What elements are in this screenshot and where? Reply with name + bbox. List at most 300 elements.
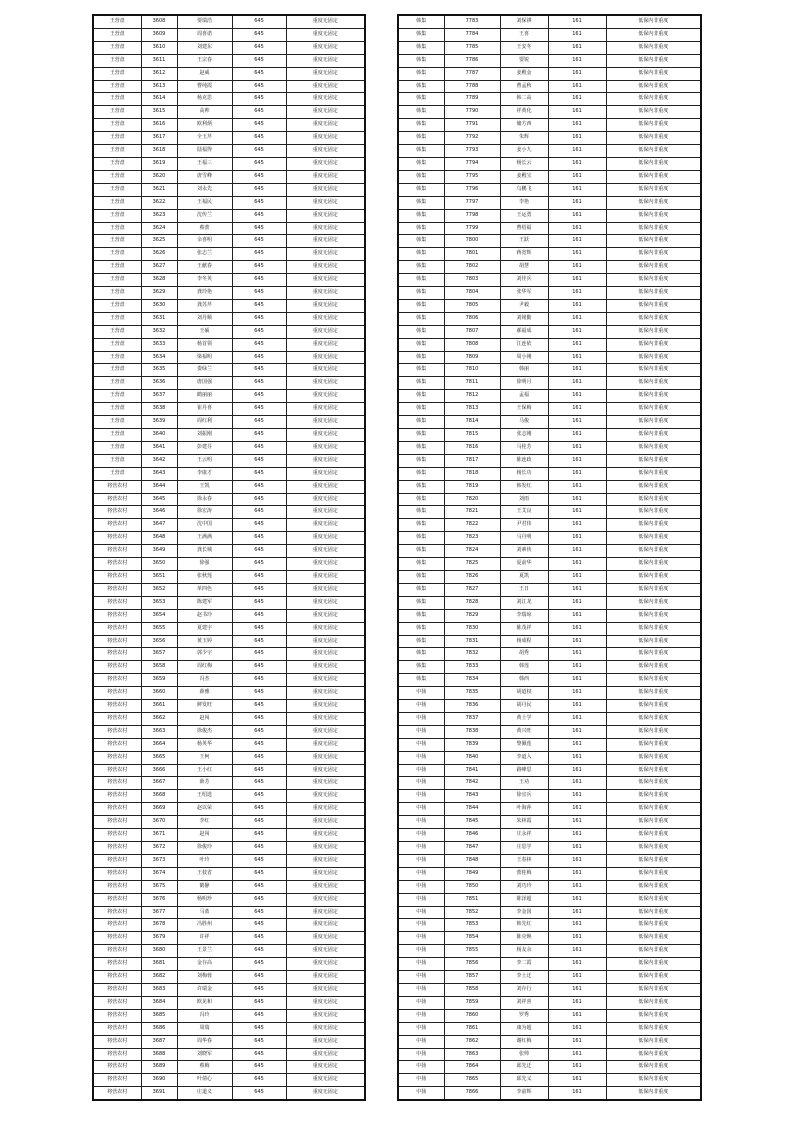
- table-row: [398, 506, 701, 519]
- cell-amount: 161: [548, 54, 606, 67]
- table-row: [93, 299, 365, 312]
- table-row: [93, 932, 365, 945]
- cell-name: 徐强: [177, 558, 232, 571]
- cell-category: 低保内非重度: [606, 790, 701, 803]
- cell-amount: 161: [548, 906, 606, 919]
- cell-name: 马桂芳: [500, 441, 548, 454]
- cell-name: 陈克焕: [500, 932, 548, 945]
- cell-name: 许祥: [177, 932, 232, 945]
- cell-name: 王艾良: [500, 506, 548, 519]
- cell-category: 低保内非重度: [606, 390, 701, 403]
- table-row: [93, 958, 365, 971]
- cell-id: 3647: [141, 519, 177, 532]
- cell-amount: 161: [548, 1022, 606, 1035]
- cell-name: 马俊: [500, 416, 548, 429]
- cell-id: 3691: [141, 1087, 177, 1100]
- cell-name: 康为超: [500, 1022, 548, 1035]
- cell-category: 低保内非重度: [606, 1009, 701, 1022]
- cell-town: 将营农村: [93, 519, 141, 532]
- cell-id: 3640: [141, 429, 177, 442]
- cell-name: 邱先义: [500, 1074, 548, 1087]
- cell-category: 重度无固定: [286, 132, 365, 145]
- cell-town: 王营盘: [93, 106, 141, 119]
- cell-town: 王营盘: [93, 235, 141, 248]
- cell-amount: 161: [548, 196, 606, 209]
- cell-town: 王营盘: [93, 157, 141, 170]
- table-row: [398, 996, 701, 1009]
- table-row: [93, 867, 365, 880]
- table-row: [93, 854, 365, 867]
- cell-amount: 645: [232, 829, 286, 842]
- cell-name: 蔡梅: [177, 1061, 232, 1074]
- cell-amount: 161: [548, 996, 606, 1009]
- cell-town: 韩集: [398, 80, 444, 93]
- cell-amount: 161: [548, 41, 606, 54]
- table-row: [398, 635, 701, 648]
- cell-town: 王营盘: [93, 325, 141, 338]
- cell-amount: 645: [232, 67, 286, 80]
- cell-id: 3654: [141, 609, 177, 622]
- table-row: [93, 635, 365, 648]
- cell-id: 7860: [444, 1009, 500, 1022]
- cell-amount: 645: [232, 1087, 286, 1100]
- cell-category: 低保内非重度: [606, 519, 701, 532]
- cell-category: 低保内非重度: [606, 467, 701, 480]
- cell-id: 7821: [444, 506, 500, 519]
- cell-name: 赵书玲: [177, 609, 232, 622]
- table-row: [398, 983, 701, 996]
- cell-category: 重度无固定: [286, 519, 365, 532]
- cell-name: 龚苏芹: [177, 299, 232, 312]
- cell-name: 要锐: [500, 54, 548, 67]
- cell-town: 韩集: [398, 596, 444, 609]
- cell-category: 低保内非重度: [606, 429, 701, 442]
- cell-amount: 161: [548, 325, 606, 338]
- table-row: [93, 132, 365, 145]
- cell-category: 低保内非重度: [606, 816, 701, 829]
- cell-amount: 645: [232, 558, 286, 571]
- cell-id: 3667: [141, 777, 177, 790]
- cell-town: 将营农村: [93, 803, 141, 816]
- table-row: [93, 467, 365, 480]
- cell-id: 3636: [141, 377, 177, 390]
- cell-amount: 161: [548, 842, 606, 855]
- cell-id: 3675: [141, 880, 177, 893]
- cell-id: 7839: [444, 738, 500, 751]
- table-row: [93, 235, 365, 248]
- cell-name: 夏建宇: [177, 622, 232, 635]
- cell-amount: 161: [548, 983, 606, 996]
- cell-category: 重度无固定: [286, 364, 365, 377]
- table-row: [398, 235, 701, 248]
- cell-id: 7785: [444, 41, 500, 54]
- cell-amount: 645: [232, 519, 286, 532]
- table-row: [398, 609, 701, 622]
- cell-amount: 161: [548, 1048, 606, 1061]
- cell-amount: 161: [548, 648, 606, 661]
- cell-town: 韩集: [398, 583, 444, 596]
- cell-town: 韩集: [398, 209, 444, 222]
- cell-town: 中扬: [398, 842, 444, 855]
- cell-town: 韩集: [398, 661, 444, 674]
- cell-amount: 161: [548, 971, 606, 984]
- cell-town: 将营农村: [93, 674, 141, 687]
- cell-amount: 161: [548, 235, 606, 248]
- cell-name: 许瑞金: [177, 983, 232, 996]
- cell-name: 欧见和: [177, 996, 232, 1009]
- cell-id: 7813: [444, 403, 500, 416]
- cell-name: 刘江龙: [500, 596, 548, 609]
- cell-amount: 161: [548, 932, 606, 945]
- cell-category: 低保内非重度: [606, 971, 701, 984]
- cell-town: 中扬: [398, 687, 444, 700]
- cell-name: 王枝省: [177, 867, 232, 880]
- cell-town: 中扬: [398, 777, 444, 790]
- cell-town: 韩集: [398, 287, 444, 300]
- cell-name: 马丹明: [500, 532, 548, 545]
- cell-id: 7837: [444, 712, 500, 725]
- cell-category: 重度无固定: [286, 596, 365, 609]
- cell-town: 将营农村: [93, 1048, 141, 1061]
- cell-category: 重度无固定: [286, 1048, 365, 1061]
- cell-name: 王云明: [177, 454, 232, 467]
- cell-category: 重度无固定: [286, 971, 365, 984]
- cell-amount: 161: [548, 106, 606, 119]
- cell-category: 重度无固定: [286, 1035, 365, 1048]
- cell-name: 龚长城: [177, 545, 232, 558]
- cell-id: 7858: [444, 983, 500, 996]
- cell-id: 7861: [444, 1022, 500, 1035]
- cell-name: 姜殿金: [500, 67, 548, 80]
- cell-name: 蒋宽辉: [500, 248, 548, 261]
- cell-id: 3623: [141, 209, 177, 222]
- cell-category: 低保内非重度: [606, 829, 701, 842]
- cell-amount: 645: [232, 119, 286, 132]
- cell-town: 王营盘: [93, 441, 141, 454]
- cell-id: 7790: [444, 106, 500, 119]
- cell-name: 王跃: [500, 235, 548, 248]
- table-row: [93, 803, 365, 816]
- cell-amount: 161: [548, 558, 606, 571]
- cell-id: 3639: [141, 416, 177, 429]
- cell-category: 低保内非重度: [606, 738, 701, 751]
- table-row: [93, 493, 365, 506]
- cell-town: 中扬: [398, 1087, 444, 1100]
- cell-category: 重度无固定: [286, 506, 365, 519]
- cell-name: 姜小九: [500, 145, 548, 158]
- cell-category: 低保内非重度: [606, 364, 701, 377]
- cell-town: 王营盘: [93, 145, 141, 158]
- cell-name: 蔡蕾: [177, 222, 232, 235]
- cell-name: 陈建军: [177, 596, 232, 609]
- cell-town: 韩集: [398, 648, 444, 661]
- table-row: [93, 996, 365, 1009]
- cell-category: 低保内非重度: [606, 222, 701, 235]
- cell-id: 3678: [141, 919, 177, 932]
- cell-town: 韩集: [398, 609, 444, 622]
- cell-amount: 645: [232, 196, 286, 209]
- cell-town: 韩集: [398, 312, 444, 325]
- cell-amount: 161: [548, 441, 606, 454]
- cell-town: 韩集: [398, 338, 444, 351]
- cell-amount: 645: [232, 570, 286, 583]
- cell-id: 3615: [141, 106, 177, 119]
- cell-amount: 645: [232, 648, 286, 661]
- cell-category: 重度无固定: [286, 764, 365, 777]
- cell-amount: 161: [548, 880, 606, 893]
- cell-town: 王营盘: [93, 274, 141, 287]
- cell-amount: 161: [548, 945, 606, 958]
- cell-amount: 645: [232, 945, 286, 958]
- cell-amount: 161: [548, 209, 606, 222]
- cell-amount: 161: [548, 687, 606, 700]
- cell-category: 重度无固定: [286, 906, 365, 919]
- cell-id: 3634: [141, 351, 177, 364]
- cell-name: 刘巧玲: [500, 880, 548, 893]
- cell-category: 重度无固定: [286, 945, 365, 958]
- cell-id: 7856: [444, 958, 500, 971]
- cell-town: 将营农村: [93, 635, 141, 648]
- table-row: [398, 41, 701, 54]
- table-row: [398, 145, 701, 158]
- cell-name: 黄士学: [500, 712, 548, 725]
- cell-name: 乌鹏飞: [500, 183, 548, 196]
- cell-amount: 161: [548, 480, 606, 493]
- table-row: [93, 880, 365, 893]
- table-row: [398, 712, 701, 725]
- cell-id: 3655: [141, 622, 177, 635]
- cell-name: 全玉芹: [177, 132, 232, 145]
- cell-category: 重度无固定: [286, 919, 365, 932]
- cell-category: 低保内非重度: [606, 41, 701, 54]
- cell-category: 低保内非重度: [606, 906, 701, 919]
- cell-name: 李瑞琼: [500, 609, 548, 622]
- table-row: [398, 441, 701, 454]
- cell-name: 徐宏涛: [177, 506, 232, 519]
- cell-amount: 645: [232, 261, 286, 274]
- cell-name: 孟福: [500, 390, 548, 403]
- cell-town: 中扬: [398, 880, 444, 893]
- cell-amount: 161: [548, 609, 606, 622]
- cell-name: 邱先迁: [500, 1061, 548, 1074]
- cell-id: 3671: [141, 829, 177, 842]
- table-row: [398, 790, 701, 803]
- cell-town: 中扬: [398, 1074, 444, 1087]
- cell-amount: 161: [548, 28, 606, 41]
- cell-amount: 161: [548, 15, 606, 28]
- cell-id: 3626: [141, 248, 177, 261]
- cell-town: 王营盘: [93, 454, 141, 467]
- cell-name: 路峰思: [500, 764, 548, 777]
- cell-name: 刘建东: [177, 41, 232, 54]
- cell-category: 重度无固定: [286, 532, 365, 545]
- cell-id: 3619: [141, 157, 177, 170]
- table-row: [398, 545, 701, 558]
- cell-amount: 645: [232, 493, 286, 506]
- cell-category: 低保内非重度: [606, 454, 701, 467]
- table-row: [93, 661, 365, 674]
- cell-town: 王营盘: [93, 429, 141, 442]
- table-row: [93, 700, 365, 713]
- cell-town: 王营盘: [93, 403, 141, 416]
- cell-name: 张华军: [500, 287, 548, 300]
- table-row: [398, 493, 701, 506]
- cell-amount: 645: [232, 738, 286, 751]
- cell-amount: 645: [232, 777, 286, 790]
- cell-id: 3651: [141, 570, 177, 583]
- cell-id: 3684: [141, 996, 177, 1009]
- table-row: [398, 777, 701, 790]
- cell-town: 将营农村: [93, 532, 141, 545]
- cell-name: 李二霞: [500, 958, 548, 971]
- cell-id: 3611: [141, 54, 177, 67]
- cell-id: 3668: [141, 790, 177, 803]
- cell-category: 重度无固定: [286, 493, 365, 506]
- cell-category: 重度无固定: [286, 54, 365, 67]
- cell-amount: 161: [548, 919, 606, 932]
- cell-town: 中扬: [398, 932, 444, 945]
- cell-category: 低保内非重度: [606, 441, 701, 454]
- cell-amount: 645: [232, 403, 286, 416]
- cell-amount: 645: [232, 325, 286, 338]
- cell-id: 3620: [141, 170, 177, 183]
- cell-name: 刘铭勤: [500, 312, 548, 325]
- cell-town: 将营农村: [93, 971, 141, 984]
- cell-category: 低保内非重度: [606, 725, 701, 738]
- cell-name: 沈传兰: [177, 209, 232, 222]
- cell-id: 7802: [444, 261, 500, 274]
- cell-name: 尹君伟: [500, 519, 548, 532]
- cell-town: 中扬: [398, 867, 444, 880]
- table-row: [93, 1087, 365, 1100]
- cell-id: 7819: [444, 480, 500, 493]
- cell-amount: 645: [232, 390, 286, 403]
- cell-category: 低保内非重度: [606, 958, 701, 971]
- cell-id: 7807: [444, 325, 500, 338]
- cell-category: 低保内非重度: [606, 209, 701, 222]
- cell-id: 3688: [141, 1048, 177, 1061]
- cell-name: 高帅: [177, 106, 232, 119]
- table-row: [93, 1048, 365, 1061]
- cell-id: 7853: [444, 919, 500, 932]
- cell-town: 王营盘: [93, 416, 141, 429]
- cell-id: 7798: [444, 209, 500, 222]
- table-row: [398, 661, 701, 674]
- cell-name: 刘梅蓉: [177, 971, 232, 984]
- cell-category: 重度无固定: [286, 932, 365, 945]
- cell-town: 韩集: [398, 54, 444, 67]
- cell-amount: 645: [232, 183, 286, 196]
- cell-id: 3670: [141, 816, 177, 829]
- cell-town: 中扬: [398, 1061, 444, 1074]
- table-row: [93, 429, 365, 442]
- cell-id: 3649: [141, 545, 177, 558]
- table-row: [398, 764, 701, 777]
- cell-town: 王营盘: [93, 261, 141, 274]
- table-row: [398, 829, 701, 842]
- cell-name: 刘存行: [500, 983, 548, 996]
- table-row: [93, 390, 365, 403]
- cell-category: 重度无固定: [286, 1074, 365, 1087]
- cell-amount: 161: [548, 183, 606, 196]
- cell-name: 祥黄化: [500, 106, 548, 119]
- cell-id: 7794: [444, 157, 500, 170]
- cell-name: 杨友余: [500, 945, 548, 958]
- cell-amount: 645: [232, 235, 286, 248]
- cell-category: 重度无固定: [286, 209, 365, 222]
- table-row: [93, 558, 365, 571]
- cell-category: 重度无固定: [286, 725, 365, 738]
- cell-category: 重度无固定: [286, 738, 365, 751]
- cell-amount: 645: [232, 764, 286, 777]
- table-row: [398, 274, 701, 287]
- cell-id: 7865: [444, 1074, 500, 1087]
- cell-town: 韩集: [398, 170, 444, 183]
- cell-town: 将营农村: [93, 661, 141, 674]
- cell-category: 重度无固定: [286, 325, 365, 338]
- cell-town: 将营农村: [93, 609, 141, 622]
- cell-town: 将营农村: [93, 583, 141, 596]
- table-row: [93, 983, 365, 996]
- cell-name: 叶玲: [177, 854, 232, 867]
- table-row: [93, 338, 365, 351]
- cell-amount: 645: [232, 1022, 286, 1035]
- cell-amount: 645: [232, 15, 286, 28]
- cell-name: 薛雅: [177, 687, 232, 700]
- cell-amount: 161: [548, 403, 606, 416]
- cell-town: 韩集: [398, 364, 444, 377]
- cell-amount: 161: [548, 506, 606, 519]
- cell-name: 张秋莲: [177, 570, 232, 583]
- cell-name: 杨克思: [177, 93, 232, 106]
- cell-name: 韩二高: [500, 93, 548, 106]
- cell-amount: 645: [232, 1048, 286, 1061]
- cell-name: 刘丹顺: [177, 312, 232, 325]
- cell-amount: 645: [232, 919, 286, 932]
- cell-town: 将营农村: [93, 1035, 141, 1048]
- table-row: [93, 583, 365, 596]
- cell-name: 蕾桂梅: [500, 867, 548, 880]
- cell-town: 韩集: [398, 674, 444, 687]
- cell-amount: 161: [548, 764, 606, 777]
- cell-category: 低保内非重度: [606, 1087, 701, 1100]
- cell-category: 低保内非重度: [606, 545, 701, 558]
- cell-town: 中扬: [398, 983, 444, 996]
- cell-amount: 161: [548, 338, 606, 351]
- cell-id: 7808: [444, 338, 500, 351]
- cell-town: 将营农村: [93, 493, 141, 506]
- cell-category: 重度无固定: [286, 1009, 365, 1022]
- cell-id: 3687: [141, 1035, 177, 1048]
- cell-id: 3653: [141, 596, 177, 609]
- cell-category: 低保内非重度: [606, 261, 701, 274]
- cell-name: 单四色: [177, 583, 232, 596]
- cell-category: 低保内非重度: [606, 67, 701, 80]
- cell-amount: 161: [548, 119, 606, 132]
- cell-name: 陈连政: [500, 454, 548, 467]
- cell-id: 7842: [444, 777, 500, 790]
- cell-name: 唐雪峰: [177, 170, 232, 183]
- cell-id: 3609: [141, 28, 177, 41]
- cell-id: 7833: [444, 661, 500, 674]
- cell-id: 3629: [141, 287, 177, 300]
- cell-name: 徐宜兵: [500, 790, 548, 803]
- cell-name: 杨首领: [177, 338, 232, 351]
- cell-amount: 645: [232, 958, 286, 971]
- cell-town: 将营农村: [93, 570, 141, 583]
- cell-name: 李金国: [500, 906, 548, 919]
- cell-town: 韩集: [398, 377, 444, 390]
